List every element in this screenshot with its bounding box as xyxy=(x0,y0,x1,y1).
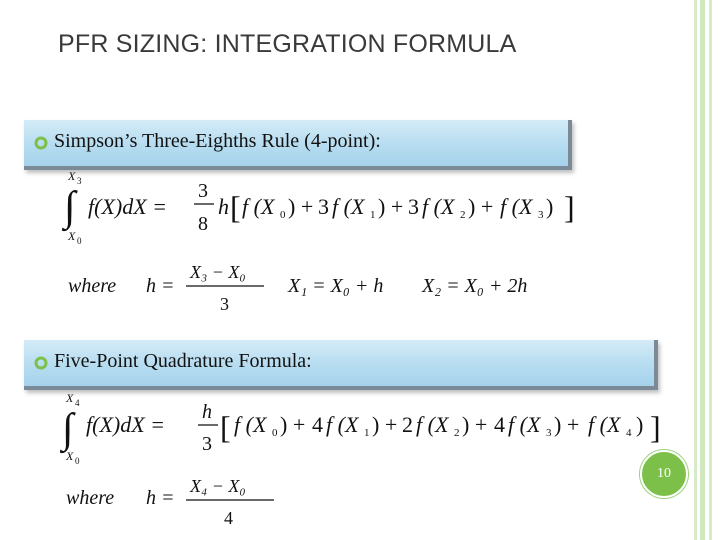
term-f3: f (X xyxy=(500,194,533,219)
integral-lower-limit: X xyxy=(68,229,76,243)
bullet-text-five-point: Five-Point Quadrature Formula: xyxy=(54,350,312,372)
where-label: where xyxy=(66,487,115,509)
term-sub-0: 0 xyxy=(272,427,278,439)
integral-upper-sub: 3 xyxy=(77,176,82,186)
h-def-denominator: 3 xyxy=(220,294,229,314)
right-bracket: ] xyxy=(650,409,661,445)
term-f2: f (X xyxy=(422,194,455,219)
term-plus-1: ) + xyxy=(288,194,314,219)
x1-definition: X₁ = X₀ + h xyxy=(288,275,384,297)
term-f1: f (X xyxy=(326,412,359,437)
coef-denominator: 8 xyxy=(198,213,208,235)
term-sub-2: 2 xyxy=(454,427,460,439)
x2-definition: X₂ = X₀ + 2h xyxy=(422,275,528,297)
term-f3: f (X xyxy=(508,412,541,437)
coef-numerator: 3 xyxy=(198,180,208,202)
h-def-numerator: X₄ − X₀ xyxy=(190,476,246,496)
term-coef-1: 3 xyxy=(318,194,329,219)
h-def-denominator: 4 xyxy=(224,508,233,528)
term-sub-1: 1 xyxy=(370,209,376,221)
h-equals: h = xyxy=(146,487,175,509)
step-h: h xyxy=(218,194,229,219)
term-plus-4: ) + xyxy=(554,412,580,437)
term-plus-1: ) + xyxy=(280,412,306,437)
term-close-3: ) xyxy=(546,194,554,219)
term-coef-3: 4 xyxy=(494,412,505,437)
integral-upper-limit: X xyxy=(66,392,74,405)
slide-title: PFR SIZING: INTEGRATION FORMULA xyxy=(58,30,517,58)
integrand: f(X)dX = xyxy=(88,194,167,219)
integral-lower-limit: X xyxy=(66,449,74,463)
term-sub-1: 1 xyxy=(364,427,370,439)
coef-denominator: 3 xyxy=(202,433,212,455)
term-coef-1: 4 xyxy=(312,412,323,437)
term-coef-2: 3 xyxy=(408,194,419,219)
term-sub-3: 3 xyxy=(546,427,552,439)
term-f0: f (X xyxy=(242,194,275,219)
term-close-4: ) xyxy=(636,412,644,437)
formula-simpson-three-eighths xyxy=(60,170,600,320)
term-sub-4: 4 xyxy=(626,427,632,439)
term-f1: f (X xyxy=(332,194,365,219)
term-f4: f (X xyxy=(588,412,621,437)
h-def-numerator: X₃ − X₀ xyxy=(190,262,246,282)
circle-bullet-icon xyxy=(34,136,48,150)
integral-lower-sub: 0 xyxy=(77,236,82,246)
term-sub-2: 2 xyxy=(460,209,466,221)
bullet-bar-simpson xyxy=(24,120,572,170)
right-bracket: ] xyxy=(564,189,575,225)
term-plus-2: ) + xyxy=(372,412,398,437)
page-number-badge: 10 xyxy=(640,450,688,498)
term-plus-2: ) + xyxy=(378,194,404,219)
term-coef-2: 2 xyxy=(402,412,413,437)
integrand: f(X)dX = xyxy=(86,412,165,437)
bullet-bar-five-point xyxy=(24,340,658,390)
bullet-text-simpson: Simpson’s Three-Eighths Rule (4-point): xyxy=(54,130,381,152)
formula-five-point-quadrature xyxy=(60,392,700,532)
integral-upper-limit: X xyxy=(68,170,76,183)
decorative-rail-middle xyxy=(700,0,705,540)
coef-numerator: h xyxy=(202,401,212,423)
where-label: where xyxy=(68,275,117,297)
left-bracket: [ xyxy=(230,189,241,225)
integral-sign: ∫ xyxy=(62,406,74,452)
integral-lower-sub: 0 xyxy=(75,456,80,466)
term-f2: f (X xyxy=(416,412,449,437)
circle-bullet-icon xyxy=(34,356,48,370)
decorative-rail-right xyxy=(709,0,712,540)
integral-sign: ∫ xyxy=(64,184,76,230)
term-sub-0: 0 xyxy=(280,209,286,221)
left-bracket: [ xyxy=(220,409,231,445)
h-equals: h = xyxy=(146,275,175,297)
integral-upper-sub: 4 xyxy=(75,398,80,408)
term-sub-3: 3 xyxy=(538,209,544,221)
term-plus-3: ) + xyxy=(462,412,488,437)
term-f0: f (X xyxy=(234,412,267,437)
term-plus-3: ) + xyxy=(468,194,494,219)
